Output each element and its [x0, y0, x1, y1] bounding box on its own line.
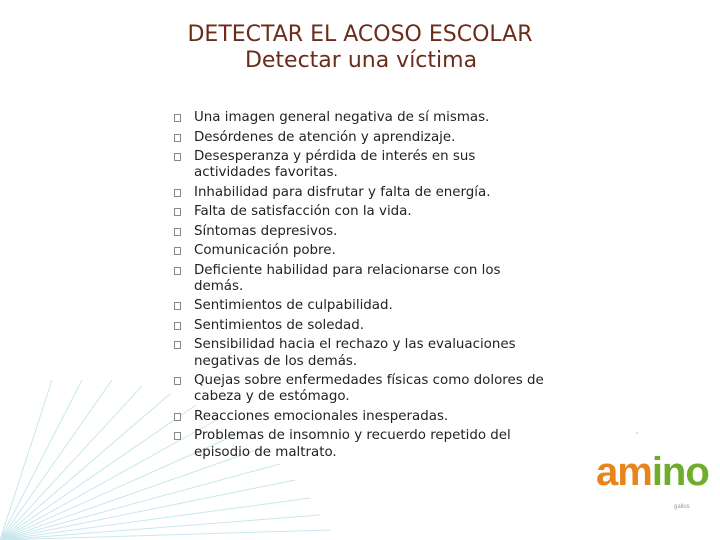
list-item: Reacciones emocionales inesperadas.: [174, 409, 544, 425]
list-item: Problemas de insomnio y recuerdo repetido del episodio de maltrato.: [174, 428, 544, 460]
logo-subtext: gallos: [674, 504, 690, 510]
title-line-2: Detectar una víctima: [244, 48, 478, 73]
checkbox-bullet-icon: [174, 247, 181, 255]
list-item: Una imagen general negativa de sí mismas.: [174, 110, 544, 126]
amino-logo: [596, 450, 709, 522]
checkbox-bullet-icon: [174, 377, 181, 385]
list-item: Sensibilidad hacia el rechazo y las evaluaciones negativas de los demás.: [174, 337, 544, 369]
checkbox-bullet-icon: [174, 153, 181, 161]
decorative-dot: [636, 432, 638, 434]
list-item: Síntomas depresivos.: [174, 224, 544, 240]
slide-title: [0, 22, 720, 74]
list-item: Deficiente habilidad para relacionarse con los demás.: [174, 263, 544, 295]
checkbox-bullet-icon: [174, 114, 181, 122]
list-item: Falta de satisfacción con la vida.: [174, 204, 544, 220]
checkbox-bullet-icon: [174, 208, 181, 216]
title-line-1: DETECTAR EL ACOSO ESCOLAR: [187, 22, 533, 47]
checkbox-bullet-icon: [174, 413, 181, 421]
checkbox-bullet-icon: [174, 341, 181, 349]
list-item: Desórdenes de atención y aprendizaje.: [174, 130, 544, 146]
checkbox-bullet-icon: [174, 267, 181, 275]
checkbox-bullet-icon: [174, 189, 181, 197]
list-item: Desesperanza y pérdida de interés en sus actividades favoritas.: [174, 149, 544, 181]
checkbox-bullet-icon: [174, 228, 181, 236]
list-item: Sentimientos de culpabilidad.: [174, 298, 544, 314]
checkbox-bullet-icon: [174, 322, 181, 330]
logo-wordmark: amino: [596, 450, 709, 494]
list-item: Sentimientos de soledad.: [174, 318, 544, 334]
checkbox-bullet-icon: [174, 302, 181, 310]
list-item: Comunicación pobre.: [174, 243, 544, 259]
list-item: Inhabilidad para disfrutar y falta de energía.: [174, 185, 544, 201]
symptom-list: [174, 110, 544, 464]
checkbox-bullet-icon: [174, 134, 181, 142]
checkbox-bullet-icon: [174, 432, 181, 440]
list-item: Quejas sobre enfermedades físicas como dolores de cabeza y de estómago.: [174, 373, 544, 405]
